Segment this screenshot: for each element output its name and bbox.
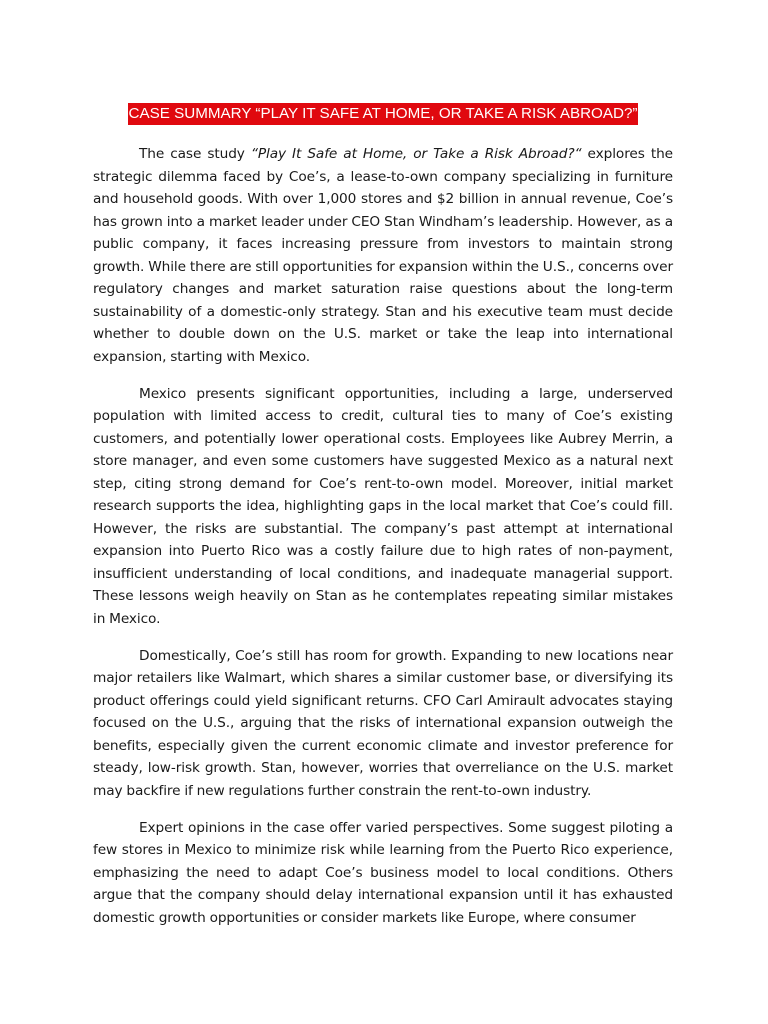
paragraph-1 bbox=[93, 143, 673, 368]
paragraph-2: Mexico presents significant opportunities, including a large, underserved population with limited access to credit, cultural ties to many of Coe’s existing customers, and potentially lower operational costs. Employees like Aubrey Merrin, a store manager, and even some customers have suggested Mexico as a natural next step, citing strong demand for Coe’s rent-to-own model. Moreover, initial market research supports the idea, highlighting gaps in the local market that Coe’s could fill. However, the risks are substantial. The company’s past attempt at international expansion into Puerto Rico was a costly failure due to high rates of non-payment, insufficient understanding of local conditions, and inadequate managerial support. These lessons weigh heavily on Stan as he contemplates repeating similar mistakes in Mexico. bbox=[93, 385, 673, 627]
title-wrapper bbox=[93, 103, 673, 125]
document-title: CASE SUMMARY “PLAY IT SAFE AT HOME, OR TAKE A RISK ABROAD?” bbox=[128, 103, 639, 125]
case-study-title-italic: “Play It Safe at Home, or Take a Risk Abroad?“ bbox=[250, 146, 582, 162]
paragraph-1-body: explores the strategic dilemma faced by Coe’s, a lease-to-own company specializing in furniture and household goods. With over 1,000 stores and $2 billion in annual revenue, Coe’s has grown into a market leader under CEO Stan Windham’s leadership. However, as a public company, it faces increasing pressure from investors to maintain strong growth. While there are still opportunities for expansion within the U.S., concerns over regulatory changes and market saturation raise questions about the long-term sustainability of a domestic-only strategy. Stan and his executive team must decide whether to double down on the U.S. market or take the leap into international expansion, starting with Mexico. bbox=[93, 146, 673, 365]
document-page bbox=[93, 103, 673, 944]
paragraph-1-lead: The case study bbox=[139, 146, 251, 162]
paragraph-4: Expert opinions in the case offer varied perspectives. Some suggest piloting a few stores in Mexico to minimize risk while learning from the Puerto Rico experience, emphasizing the need to adapt Coe’s business model to local conditions. Others argue that the company should delay international expansion until it has exhausted domestic growth opportunities or consider markets like Europe, where consumer bbox=[93, 819, 673, 926]
paragraph-3: Domestically, Coe’s still has room for growth. Expanding to new locations near major retailers like Walmart, which shares a similar customer base, or diversifying its product offerings could yield significant returns. CFO Carl Amirault advocates staying focused on the U.S., arguing that the risks of international expansion outweigh the benefits, especially given the current economic climate and investor preference for steady, low-risk growth. Stan, however, worries that overreliance on the U.S. market may backfire if new regulations further constrain the rent-to-own industry. bbox=[93, 647, 673, 799]
